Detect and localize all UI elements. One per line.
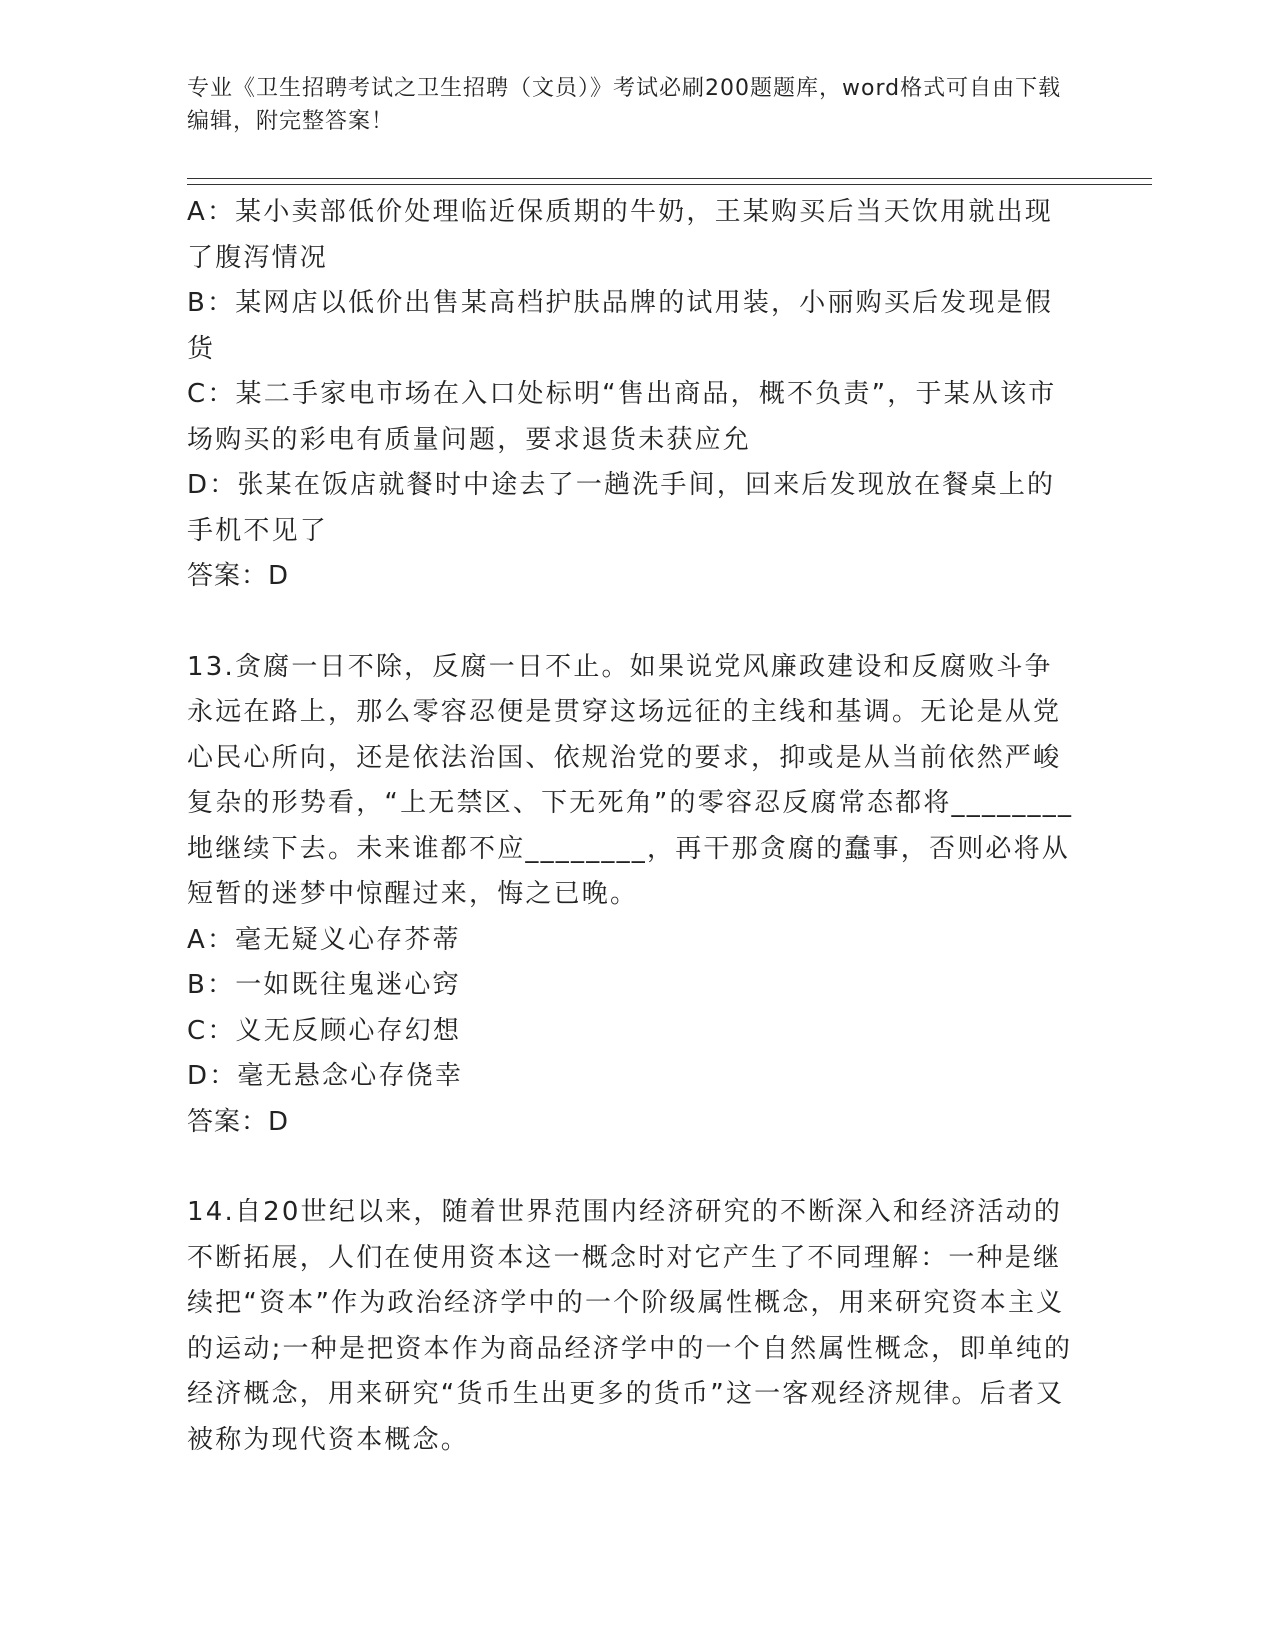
document-header xyxy=(187,72,1067,138)
option-b: B：某网店以低价出售某高档护肤品牌的试用装，小丽购买后发现是假货 xyxy=(187,288,1054,364)
option-c: C：某二手家电市场在入口处标明“售出商品，概不负责”，于某从该市场购买的彩电有质量问题，要求退货未获应允 xyxy=(187,379,1057,455)
question-14 xyxy=(187,1190,1077,1463)
option-b: B：一如既往鬼迷心窍 xyxy=(187,970,461,1000)
spacer xyxy=(187,600,1077,645)
answer: 答案：D xyxy=(187,1106,290,1137)
header-rule-top xyxy=(187,178,1152,179)
question-stem: 14.自20世纪以来，随着世界范围内经济研究的不断深入和经济活动的不断拓展，人们在使用资本这一概念时对它产生了不同理解：一种是继续把“资本”作为政治经济学中的一个阶级属性概念，用来研究资本主义的运动;一种是把资本作为商品经济学中的一个自然属性概念，即单纯的经济概念，用来研究“货币生出更多的货币”这一客观经济规律。后者又被称为现代资本概念。 xyxy=(187,1197,1073,1455)
option-d: D：张某在饭店就餐时中途去了一趟洗手间，回来后发现放在餐桌上的手机不见了 xyxy=(187,470,1056,546)
question-stem: 13.贪腐一日不除，反腐一日不止。如果说党风廉政建设和反腐败斗争永远在路上，那么零容忍便是贯穿这场远征的主线和基调。无论是从党心民心所向，还是依法治国、依规治党的要求，抑或是从当前依然严峻复杂的形势看，“上无禁区、下无死角”的零容忍反腐常态都将________地继续下去。未来谁都不应________，再干那贪腐的蠢事，否则必将从短暂的迷梦中惊醒过来，悔之已晚。 xyxy=(187,651,1074,909)
option-a: A：某小卖部低价处理临近保质期的牛奶，王某购买后当天饮用就出现了腹泻情况 xyxy=(187,197,1053,273)
question-13 xyxy=(187,645,1077,1146)
header-rule-bottom xyxy=(187,184,1152,185)
header-title: 专业《卫生招聘考试之卫生招聘（文员）》考试必刷200题题库，word格式可自由下载编辑，附完整答案！ xyxy=(187,76,1062,134)
answer: 答案：D xyxy=(187,561,290,591)
spacer xyxy=(187,1145,1077,1190)
question-12 xyxy=(187,190,1077,600)
option-d: D：毫无悬念心存侥幸 xyxy=(187,1061,464,1091)
option-c: C：义无反顾心存幻想 xyxy=(187,1015,462,1046)
document-body xyxy=(187,190,1077,1463)
option-a: A：毫无疑义心存芥蒂 xyxy=(187,924,461,955)
